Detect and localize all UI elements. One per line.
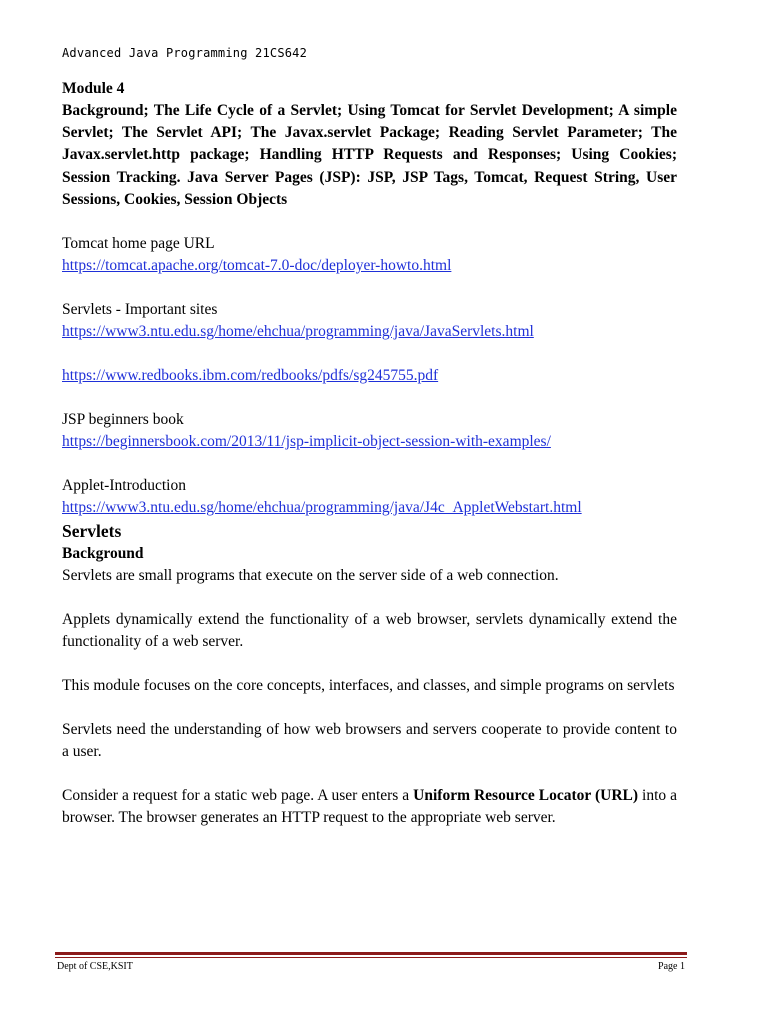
applet-link[interactable]: https://www3.ntu.edu.sg/home/ehchua/programming/java/J4c_AppletWebstart.html — [62, 499, 582, 517]
tomcat-label: Tomcat home page URL — [62, 235, 215, 253]
servlets-label: Servlets - Important sites — [62, 301, 218, 319]
paragraph-5 — [62, 785, 677, 829]
paragraph-4: Servlets need the understanding of how web browsers and servers cooperate to provide content to a user. — [62, 721, 677, 761]
section-title: Servlets — [62, 521, 122, 542]
footer-page-number: Page 1 — [658, 961, 685, 972]
jsp-link[interactable]: https://beginnersbook.com/2013/11/jsp-implicit-object-session-with-examples/ — [62, 433, 551, 451]
module-topics: Background; The Life Cycle of a Servlet; Using Tomcat for Servlet Development; A simple Servlet; The Servlet API; The Javax.servlet Package; Reading Servlet Parameter; The Javax.servlet.http package; Handling HTTP Requests and Responses; Using Cookies; Session Tracking. Java Server Pages (JSP): JSP, JSP Tags, Tomcat, Request String, User Sessions, Cookies, Session Objects — [62, 102, 677, 208]
footer-rule-thin — [55, 957, 687, 958]
applet-label: Applet-Introduction — [62, 477, 186, 495]
jsp-label: JSP beginners book — [62, 411, 184, 429]
servlets-link-ntu[interactable]: https://www3.ntu.edu.sg/home/ehchua/programming/java/JavaServlets.html — [62, 323, 534, 341]
url-term: Uniform Resource Locator (URL) — [413, 787, 639, 805]
paragraph-3: This module focuses on the core concepts, interfaces, and classes, and simple programs on servlets — [62, 677, 675, 695]
footer-rule-thick — [55, 952, 687, 955]
subsection-title: Background — [62, 545, 144, 563]
course-header: Advanced Java Programming 21CS642 — [62, 46, 308, 60]
page-content — [62, 78, 677, 829]
module-title: Module 4 — [62, 80, 125, 97]
paragraph-5-text-start: Consider a request for a static web page. A user enters a — [62, 787, 414, 805]
paragraph-5-text-end: into a browser. The browser generates an HTTP request to the appropriate web server. — [62, 787, 677, 827]
paragraph-1: Servlets are small programs that execute on the server side of a web connection. — [62, 567, 559, 585]
tomcat-link[interactable]: https://tomcat.apache.org/tomcat-7.0-doc/deployer-howto.html — [62, 257, 452, 275]
footer-department: Dept of CSE,KSIT — [57, 961, 133, 972]
paragraph-2: Applets dynamically extend the functionality of a web browser, servlets dynamically extend the functionality of a web server. — [62, 611, 677, 651]
servlets-link-redbooks[interactable]: https://www.redbooks.ibm.com/redbooks/pdfs/sg245755.pdf — [62, 367, 439, 385]
